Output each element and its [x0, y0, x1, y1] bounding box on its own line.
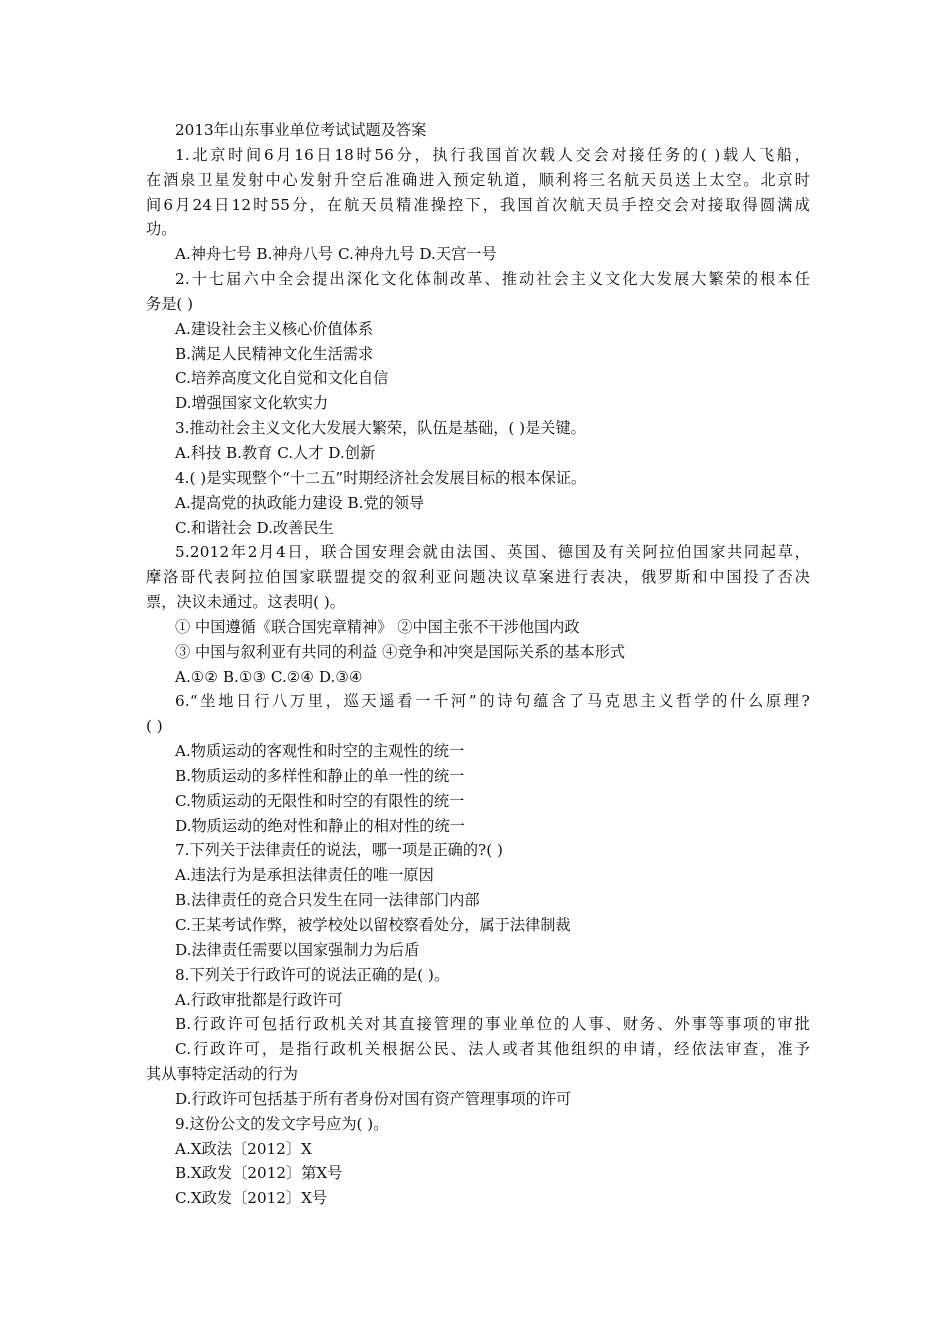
text-line: C.王某考试作弊，被学校处以留校察看处分，属于法律制裁 [175, 916, 571, 934]
text-line: C.和谐社会 D.改善民生 [175, 518, 334, 537]
text-line: B.X政发〔2012〕第X号 [175, 1164, 343, 1183]
text-line: 1.北京时间6月16日18时56分，执行我国首次载人交会对接任务的( )载人飞船， [175, 145, 810, 164]
text-line: C.行政许可，是指行政机关根据公民、法人或者其他组织的申请，经依法审查，准予 [175, 1040, 810, 1059]
document-body [146, 118, 810, 1211]
text-line: A.科技 B.教育 C.人才 D.创新 [175, 443, 376, 462]
text-line: A.神舟七号 B.神舟八号 C.神舟九号 D.天宫一号 [175, 245, 497, 264]
text-line: 间6月24日12时55分，在航天员精准操控下，我国首次航天员手控交会对接取得圆满成 [146, 195, 810, 214]
text-line: 摩洛哥代表阿拉伯国家联盟提交的叙利亚问题决议草案进行表决，俄罗斯和中国投了否决 [146, 568, 810, 587]
text-line: A.提高党的执政能力建设 B.党的领导 [175, 493, 425, 512]
text-line: 2.十七届六中全会提出深化文化体制改革、推动社会主义文化大发展大繁荣的根本任 [175, 270, 810, 289]
text-line: B.行政许可包括行政机关对其直接管理的事业单位的人事、财务、外事等事项的审批 [175, 1015, 810, 1034]
text-line: 5.2012年2月4日，联合国安理会就由法国、英国、德国及有关阿拉伯国家共同起草， [175, 543, 810, 562]
text-line: A.行政审批都是行政许可 [175, 990, 343, 1009]
text-line: ③ 中国与叙利亚有共同的利益 ④竞争和冲突是国际关系的基本形式 [175, 642, 626, 661]
text-line: 8.下列关于行政许可的说法正确的是( )。 [175, 965, 450, 984]
text-line: B.满足人民精神文化生活需求 [175, 344, 374, 363]
text-line: 票，决议未通过。这表明( )。 [146, 593, 345, 612]
document-title: 2013年山东事业单位考试试题及答案 [175, 121, 427, 139]
text-line: D.物质运动的绝对性和静止的相对性的统一 [175, 816, 465, 835]
text-line: 务是( ) [146, 294, 194, 313]
text-line: A.X政法〔2012〕X [175, 1139, 312, 1158]
text-line: D.行政许可包括基于所有者身份对国有资产管理事项的许可 [175, 1089, 572, 1108]
text-line: 6.“坐地日行八万里，巡天遥看一千河”的诗句蕴含了马克思主义哲学的什么原理? [175, 692, 810, 711]
text-line: 9.这份公文的发文字号应为( )。 [175, 1114, 389, 1133]
text-line: D.法律责任需要以国家强制力为后盾 [175, 940, 420, 959]
text-line: 在酒泉卫星发射中心发射升空后准确进入预定轨道，顺利将三名航天员送上太空。北京时 [146, 170, 810, 189]
text-line: B.物质运动的多样性和静止的单一性的统一 [175, 766, 465, 785]
text-line: C.物质运动的无限性和时空的有限性的统一 [175, 791, 465, 810]
text-line: 4.( )是实现整个“十二五”时期经济社会发展目标的根本保证。 [175, 468, 587, 487]
text-line: A.①② B.①③ C.②④ D.③④ [175, 667, 363, 686]
text-line: ( ) [146, 717, 163, 736]
text-line: 3.推动社会主义文化大发展大繁荣，队伍是基础，( )是关键。 [175, 419, 586, 438]
document-lines [146, 143, 810, 1211]
text-line: C.培养高度文化自觉和文化自信 [175, 369, 389, 388]
text-line: 功。 [146, 220, 177, 239]
text-line: B.法律责任的竞合只发生在同一法律部门内部 [175, 891, 480, 910]
text-line: 其从事特定活动的行为 [146, 1065, 298, 1084]
text-line: 7.下列关于法律责任的说法，哪一项是正确的?( ) [175, 841, 503, 860]
text-line: A.建设社会主义核心价值体系 [175, 319, 374, 338]
text-line: ① 中国遵循《联合国宪章精神》 ②中国主张不干涉他国内政 [175, 617, 580, 636]
text-line: A.物质运动的客观性和时空的主观性的统一 [175, 742, 465, 761]
text-line: D.增强国家文化软实力 [175, 394, 329, 413]
text-line: C.X政发〔2012〕X号 [175, 1189, 328, 1208]
text-line: A.违法行为是承担法律责任的唯一原因 [175, 866, 434, 885]
